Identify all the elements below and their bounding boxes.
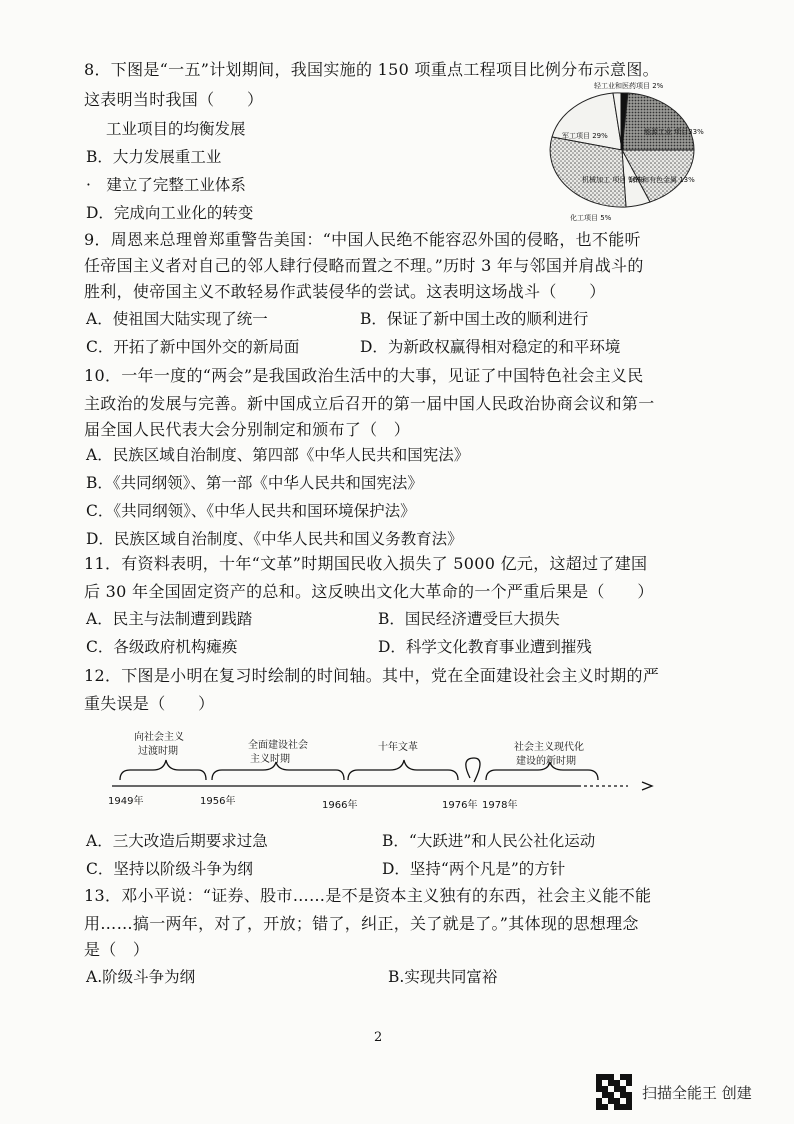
pie-label-top: 轻工业和医药项目 2% [594,82,664,90]
timeline-year-1978: 1978年 [482,800,518,811]
q8-stem-line1: 8．下图是“一五”计划期间，我国实施的 150 项重点工程项目比例分布示意图。 [84,60,659,79]
timeline-period-2-line1: 全面建设社会 [248,740,308,751]
q10-stem-line3: 届全国人民代表大会分别制定和颁布了（ ） [84,420,411,439]
q8-stem-line2: 这表明当时我国（ ） [84,90,264,109]
q12-option-a: A．三大改造后期要求过急 [86,832,268,850]
q8-pie-chart [540,78,705,223]
timeline-loop-mark [466,758,480,782]
timeline-arrow [642,782,652,790]
q9-option-c: C．开拓了新中国外交的新局面 [86,338,300,356]
pie-label-machinery: 机械加工 项目 16% [582,176,645,184]
timeline-period-2-line2: 主义时期 [250,754,290,765]
pie-label-chemical: 化工项目 5% [570,214,612,222]
q11-stem-line1: 11．有资料表明，十年“文革”时期国民收入损失了 5000 亿元，这超过了建国 [84,554,648,573]
q8-option-a: 工业项目的均衡发展 [106,120,246,138]
q9-stem-line1: 9．周恩来总理曾郑重警告美国：“中国人民绝不能容忍外国的侵略，也不能听 [84,230,641,249]
q8-option-b: B．大力发展重工业 [86,148,222,166]
q8-option-c: · 建立了完整工业体系 [86,176,246,194]
timeline-brace-1 [120,760,206,780]
q12-timeline [108,728,668,818]
q11-option-a: A．民主与法制遭到践踏 [86,610,253,628]
q11-stem-line2: 后 30 年全国固定资产的总和。这反映出文化大革命的一个严重后果是（ ） [84,582,654,601]
q13-stem-line2: 用……搞一两年，对了，开放；错了，纠正，关了就是了。”其体现的思想理念 [84,914,639,933]
pie-label-metallurgy: 钢铁和有色金属 13% [628,176,695,184]
q13-option-a: A.阶级斗争为纲 [86,968,196,986]
q10-stem-line1: 10．一年一度的“两会”是我国政治生活中的大事，见证了中国特色社会主义民 [84,366,644,385]
q11-option-b: B．国民经济遭受巨大损失 [378,610,560,628]
q10-option-b: B．《共同纲领》、第一部《中华人民共和国宪法》 [86,474,423,492]
q10-stem-line2: 主政治的发展与完善。新中国成立后召开的第一届中国人民政治协商会议和第一 [84,394,655,413]
timeline-year-1966: 1966年 [322,800,358,811]
page-number: 2 [374,1030,383,1045]
q12-option-c: C．坚持以阶级斗争为纲 [86,860,253,878]
watermark-text: 扫描全能王 创建 [642,1083,752,1102]
q13-stem-line1: 13．邓小平说：“证券、股市……是不是资本主义独有的东西，社会主义能不能 [84,886,652,905]
q13-stem-line3: 是（ ） [84,940,150,959]
q13-option-b: B.实现共同富裕 [388,968,498,986]
q9-stem-line2: 任帝国主义者对自己的邻人肆行侵略而置之不理。”历时 3 年与邻国并肩战斗的 [84,256,644,275]
q9-option-b: B．保证了新中国土改的顺利进行 [360,310,589,328]
pie-label-energy: 能源工业 项目33% [644,128,704,136]
q9-option-a: A．使祖国大陆实现了统一 [86,310,268,328]
timeline-brace-3 [348,760,458,780]
timeline-period-4-line2: 建设的新时期 [516,756,576,767]
timeline-year-1949: 1949年 [108,796,144,807]
q10-option-c: C．《共同纲领》、《中华人民共和国环境保护法》 [86,502,416,520]
q9-stem-line3: 胜利，使帝国主义不敢轻易作武装侵华的尝试。这表明这场战斗（ ） [84,282,606,301]
q12-option-d: D．坚持“两个凡是”的方针 [382,860,566,878]
scanner-watermark [596,1074,752,1110]
q12-stem-line2: 重失误是（ ） [84,694,215,713]
q12-stem-line1: 12．下图是小明在复习时绘制的时间轴。其中，党在全面建设社会主义时期的严 [84,666,660,685]
q8-option-d: D．完成向工业化的转变 [86,204,254,222]
timeline-period-3: 十年文革 [378,742,418,753]
timeline-period-1-line2: 过渡时期 [138,746,178,757]
q11-option-d: D．科学文化教育事业遭到摧残 [378,638,592,656]
pie-slice-energy [622,93,694,150]
timeline-period-1-line1: 向社会主义 [134,732,184,743]
qr-code-icon [596,1074,632,1110]
q10-option-a: A．民族区域自治制度、第四部《中华人民共和国宪法》 [86,446,470,464]
pie-label-military: 军工项目 29% [562,132,608,140]
q11-option-c: C．各级政府机构瘫痪 [86,638,238,656]
timeline-year-1976: 1976年 [442,800,478,811]
timeline-period-4-line1: 社会主义现代化 [514,742,584,753]
q9-option-d: D．为新政权赢得相对稳定的和平环境 [360,338,621,356]
q12-option-b: B．“大跃进”和人民公社化运动 [382,832,596,850]
timeline-year-1956: 1956年 [200,796,236,807]
q10-option-d: D．民族区域自治制度、《中华人民共和国义务教育法》 [86,530,463,548]
